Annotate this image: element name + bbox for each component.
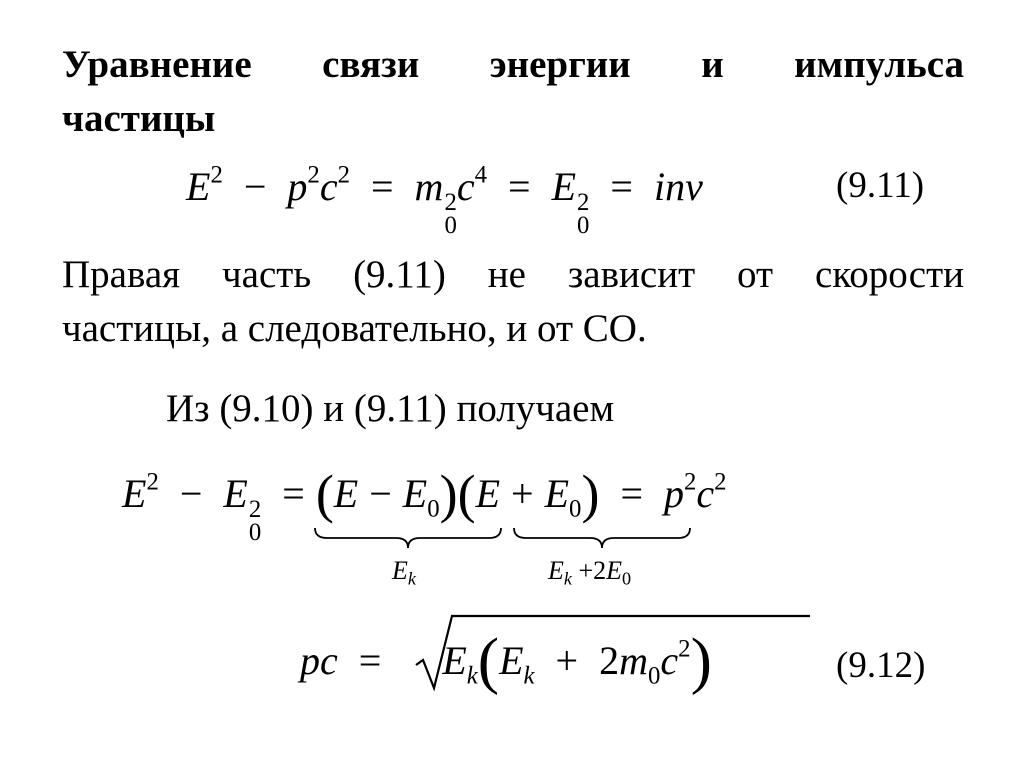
underbrace-label-kinetic: $E_k$ <box>392 556 416 589</box>
equation-momentum: pc = $E_k(E_k + 2m_0c^2)$ <box>300 624 712 696</box>
equation-energy-momentum: $E^2 - p^2c^2 = m$ 2 0 $c^4 = E$ 2 0 = inv <box>186 161 703 240</box>
right-paren: ) <box>690 624 712 696</box>
body-paragraph-line-1: Правая часть (9.11) не зависит от скорости <box>62 253 964 296</box>
body-paragraph-line-2: частицы, а следовательно, и от СО. <box>62 307 647 350</box>
derivation-intro: Из (9.10) и (9.11) получаем <box>166 387 615 430</box>
underbrace-kinetic <box>313 526 503 550</box>
slide-title <box>62 38 964 146</box>
left-paren: ( <box>457 463 476 524</box>
left-paren: ( <box>477 624 500 696</box>
right-paren: ) <box>439 463 458 524</box>
underbrace-label-sum: $E_k +2E_0$ <box>548 556 632 589</box>
equation-number-9-11: (9.11) <box>836 165 925 206</box>
slide-title-line-2: частицы <box>62 97 216 140</box>
underbrace-sum <box>512 526 692 550</box>
right-paren: ) <box>581 463 600 524</box>
equation-difference-of-squares: $E^2 - E$ 2 0 = $(E - E_0)(E + E_0) = p^2c^2$ <box>122 463 727 547</box>
body-paragraph <box>62 248 964 356</box>
slide-title-line-1: Уравнение связи энергии и импульса <box>62 43 964 86</box>
equation-number-9-12: (9.12) <box>836 645 926 686</box>
left-paren: ( <box>315 463 334 524</box>
